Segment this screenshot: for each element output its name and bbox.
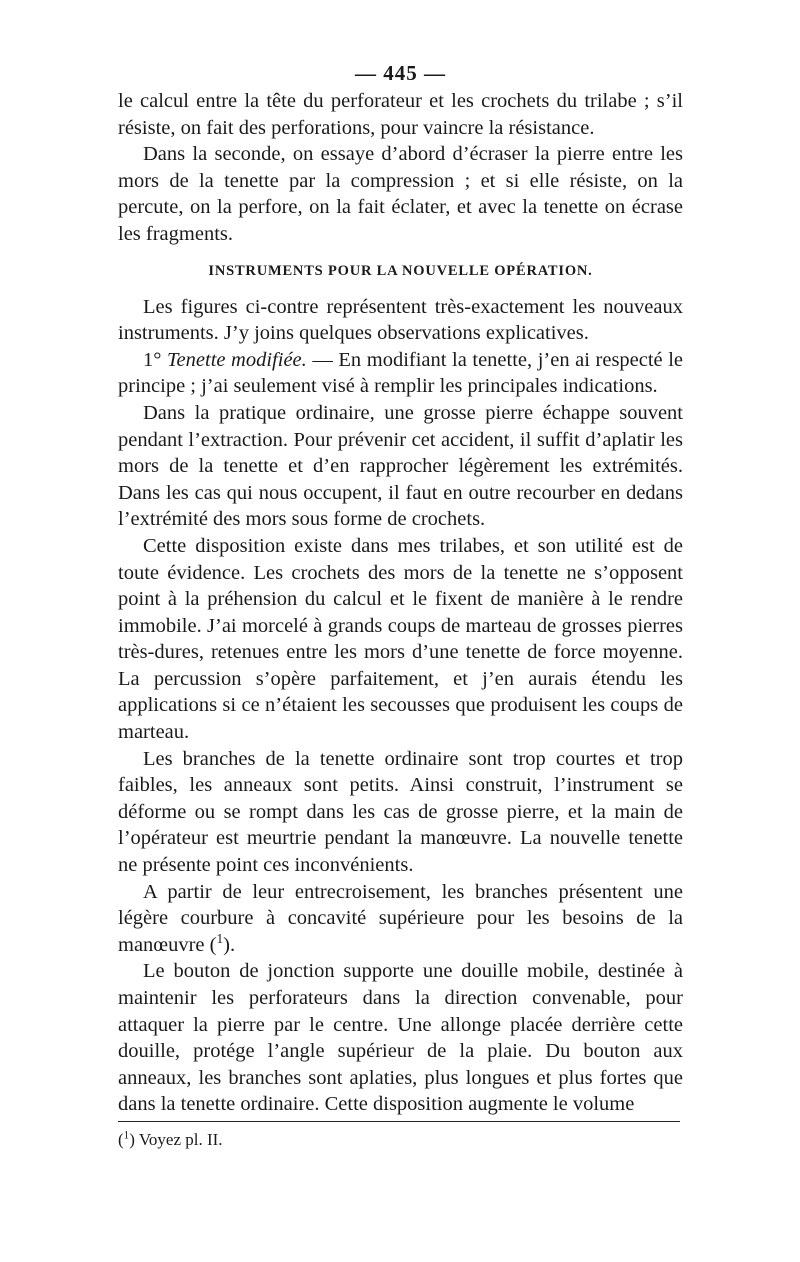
paragraph-intro: Les figures ci-contre représentent très-exactement les nouveaux instruments. J’y joins quelques observations explicatives. xyxy=(118,295,683,345)
page-content xyxy=(118,58,683,1118)
paragraph: Le bouton de jonction supporte une douille mobile, destinée à maintenir les perforateurs dans la direction convenable, pour attaquer la pierre par le centre. Une allonge placée derrière cette douille, protége l’angle supérieur de la plaie. Du bouton aux anneaux, les branches sont aplaties, plus longues et plus fortes que dans la tenette ordinaire. Cette disposition augmente le volume xyxy=(118,960,683,1116)
paragraph-item xyxy=(118,347,683,400)
footnote-divider xyxy=(118,1121,680,1122)
page-number: — 445 — xyxy=(355,61,446,85)
item-number: 1° xyxy=(143,348,162,371)
item-title: Tenette modifiée. xyxy=(167,348,307,371)
paragraph: Cette disposition existe dans mes trilabes, et son utilité est de toute évidence. Les crochets des mors de la tenette ne s’opposent point à la préhension du calcul et le fixent de manière à le rendre immobile. J’ai morcelé à grands coups de marteau de grosses pierres très-dures, retenues entre les mors d’une tenette de force moyenne. La percussion s’opère parfaitement, et j’en aurais étendu les applications si ce n’étaient les secousses que produisent les coups de marteau. xyxy=(118,534,683,744)
paragraph-text-end: ). xyxy=(223,933,236,956)
paragraph-text: A partir de leur entrecroisement, les branches présentent une légère courbure à concavité supérieure pour les besoins de la manœuvre ( xyxy=(118,880,683,956)
paragraph: Dans la seconde, on essaye d’abord d’écraser la pierre entre les mors de la tenette par la compression ; et si elle résiste, on la percute, on la perfore, on la fait éclater, et avec la tenette on écrase les fragments. xyxy=(118,143,683,245)
footnote-marker: 1 xyxy=(123,1129,130,1142)
paragraph-continued: le calcul entre la tête du perforateur et les crochets du trilabe ; s’il résiste, on fait des perforations, pour vaincre la résistance. xyxy=(118,90,683,139)
footnote-reference: 1 xyxy=(216,930,224,946)
paragraph-footnoted xyxy=(118,879,683,959)
paragraph: Dans la pratique ordinaire, une grosse pierre échappe souvent pendant l’extraction. Pour prévenir cet accident, il suffit d’aplatir les mors de la tenette et d’en rapprocher légèrement les extrémités. Dans les cas qui nous occupent, il faut en outre recourber en dedans l’extrémité des mors sous forme de crochets. xyxy=(118,401,683,531)
body-text xyxy=(118,88,683,1118)
item-text: — En modifiant la tenette, j’en ai respecté le principe ; j’ai seulement visé à remplir les principales indications. xyxy=(118,348,684,398)
paragraph: Les branches de la tenette ordinaire sont trop courtes et trop faibles, les anneaux sont petits. Ainsi construit, l’instrument se déforme ou se rompt dans les cas de grosse pierre, et la main de l’opérateur est meurtrie pendant la manœuvre. La nouvelle tenette ne présente point ces inconvénients. xyxy=(118,747,683,877)
footnote-text: Voyez pl. II. xyxy=(134,1130,223,1149)
footnote: ($^1$) Voyez pl. II. xyxy=(118,1129,223,1149)
section-heading: INSTRUMENTS POUR LA NOUVELLE OPÉRATION. xyxy=(208,262,593,279)
